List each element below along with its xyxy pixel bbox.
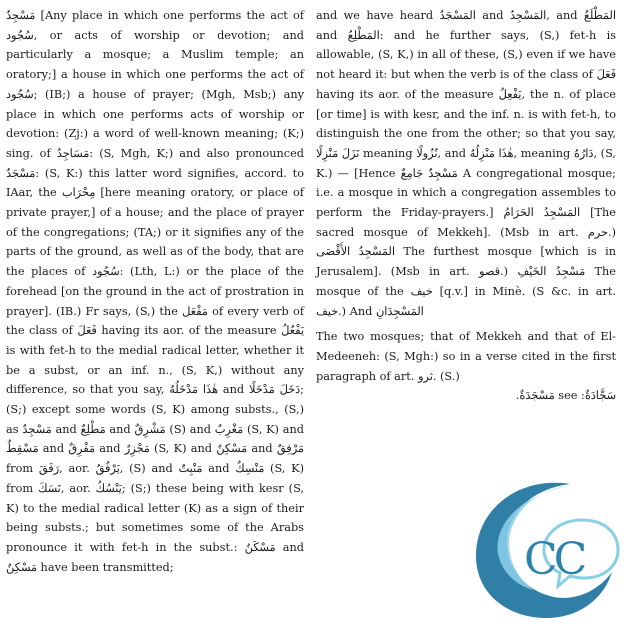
entry-text: The two mosques; that of Mekkeh and that of El-Medeeneh: (S, Mgh:) so in a verse cited in the first paragraph of art. ثرو. (S.) (316, 330, 616, 383)
logo-letters: CC (524, 534, 584, 585)
left-column (6, 6, 304, 577)
entry-text: مَسْجِدٌ [Any place in which one performs the act of سُجُود, or acts of worship or devotion; and particularly a mosque; a Muslim temple; an oratory;] a house in which one performs the act of سُجُود; (IB;) a house of prayer; (Mgh, Msb;) any place in which one performs acts of worship or devotion: (Zj:) a word of well-known meaning; (K;) sing. of مَسَاجِدُ: (S, Mgh, K;) and also pronounced مَسْجَدٌ: (S, K:) this latter word signifies, accord. to IAar, the مِحْرَاب [here meaning oratory, or place of private prayer,] of a house; and the place of prayer of the congregations; (TA;) or it signifies any of the parts of the ground, as well as of the body, that are the places of سُجُود: (Lth, L:) or the place of the forehead [on the ground in the act of prostration in prayer]. (IB.) Fr says, (S,) the مَفْعَل of every verb of the class of فَعَلَ having its aor. of the measure يَفْعُلُ is with fet-h to the medial radical letter, whether it be a subst, or an inf. n., (S, K,) without any difference, so that you say, هٰذَا مَدْخَلُهُ and دَخَلَ مَدْخَلًا; (S;) except some words (S, K) among substs., (S,) as مَسْجِدٌ and مَطْلِعٌ and مَشْرِقٌ (S) and مَغْرِبٌ (S, K) and مَسْقِطٌ and مَفْرِقٌ and مَجْزِرٌ (S, K) and مَسْكِنٌ and مَرْفِقٌ from رَفَقَ, aor. يَرْفُقُ, (S) and مَنْبِتٌ and مَنْسِكٌ (S, K) from نَسَكَ, aor. يَنْسُكُ; (S;) these being with kesr (S, K) to the medial radical letter (K) as a sign of their being substs.; but sometimes some of the Arabs pronounce it with fet-h in the subst.: مَسْكَنٌ and مَسْكِنٌ have been transmitted; (6, 9, 304, 574)
cc-logo (472, 476, 622, 620)
right-column (316, 6, 616, 406)
see-also-entry: سَجَّادَةٌ: see مَسْجَدَةٌ. (515, 389, 616, 403)
entry-text: and we have heard المَسْجَدُ and المَسْجِدُ, and المَطْلَعُ and المَطْلِعُ: and he further says, (S,) fet-h is allowable, (S, K,) in all of these, (S,) even if we have not heard it: but when the verb is of the class of فَعَلَ having its aor. of the measure يَفْعِلُ, the n. of place [or time] is with kesr, and the inf. n. is with fet-h, to distinguish the one from the other; so that you say, نَزَلَ مَنْزِلًا meaning نُزُولًا, and هٰذَا مَنْزِلُهُ, meaning دَارُهُ, (S, K.) — [Hence مَسْجِدٌ جَامِعٌ A congregational mosque; i.e. a mosque in which a congregation assembles to perform the Friday-prayers.] المَسْجِدُ الحَرَامُ [The sacred mosque of Mekkeh]. (Msb in art. حرم.) المَسْجِدُ الأَقْصَى The furthest mosque [which is in Jerusalem]. (Msb in art. قصو.) مَسْجِدُ الخَيْفِ The mosque of the خيف [q.v.] in Minè. (S &c. in art. خيف.) And المَسْجِدَانِ (316, 9, 617, 318)
